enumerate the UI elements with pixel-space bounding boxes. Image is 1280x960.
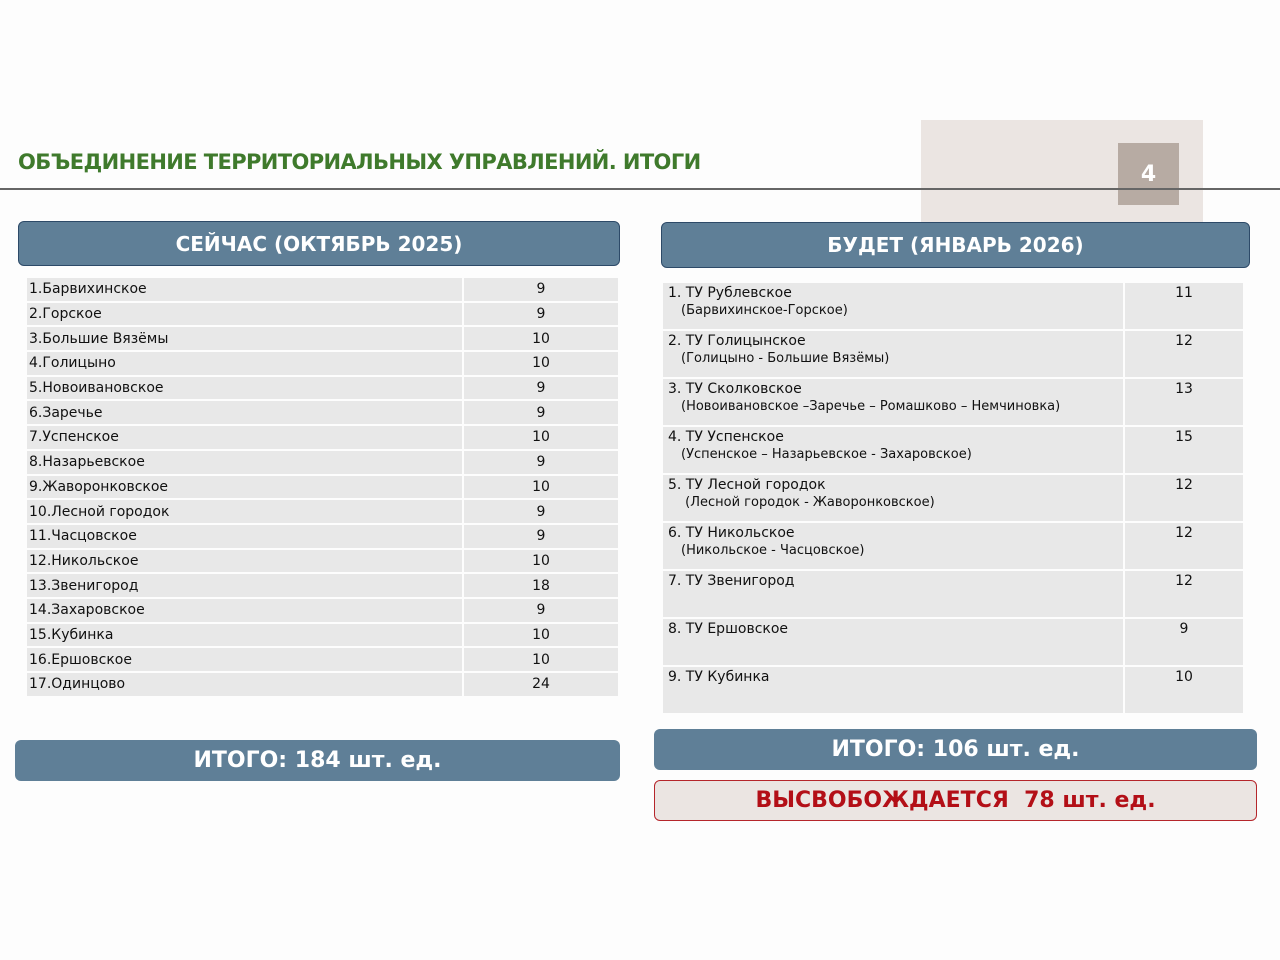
tu-name: 8. ТУ Ершовское	[668, 621, 789, 637]
tu-count: 12	[1124, 474, 1244, 522]
table-row	[26, 277, 619, 302]
territory-count: 9	[463, 302, 619, 327]
tu-name: 1. ТУ Рублевское	[668, 285, 792, 301]
table-row	[26, 326, 619, 351]
tu-cell	[662, 618, 1124, 666]
tu-count: 12	[1124, 570, 1244, 618]
territory-name: 14.Захаровское	[26, 598, 463, 623]
territory-name: 7.Успенское	[26, 425, 463, 450]
future-total: ИТОГО: 106 шт. ед.	[654, 729, 1257, 770]
territory-name: 12.Никольское	[26, 549, 463, 574]
territory-count: 10	[463, 623, 619, 648]
tu-name: 4. ТУ Успенское	[668, 429, 784, 445]
tu-cell	[662, 426, 1124, 474]
table-row	[26, 302, 619, 327]
territory-name: 9.Жаворонковское	[26, 475, 463, 500]
territory-count: 10	[463, 425, 619, 450]
table-row	[662, 570, 1244, 618]
territory-name: 10.Лесной городок	[26, 499, 463, 524]
table-row	[26, 376, 619, 401]
tu-name: 5. ТУ Лесной городок	[668, 477, 826, 493]
territory-count: 10	[463, 326, 619, 351]
tu-cell	[662, 474, 1124, 522]
tu-name: 7. ТУ Звенигород	[668, 573, 795, 589]
tu-members: (Голицыно - Большие Вязёмы)	[681, 351, 890, 366]
territory-count: 9	[463, 450, 619, 475]
territory-count: 18	[463, 573, 619, 598]
territory-name: 5.Новоивановское	[26, 376, 463, 401]
now-total: ИТОГО: 184 шт. ед.	[15, 740, 620, 781]
table-row	[662, 426, 1244, 474]
now-table	[25, 276, 620, 698]
now-heading: СЕЙЧАС (ОКТЯБРЬ 2025)	[18, 221, 620, 266]
tu-members: (Лесной городок - Жаворонковское)	[681, 495, 935, 510]
tu-count: 9	[1124, 618, 1244, 666]
territory-count: 9	[463, 376, 619, 401]
territory-count: 24	[463, 672, 619, 697]
released-banner: ВЫСВОБОЖДАЕТСЯ 78 шт. ед.	[654, 780, 1257, 821]
territory-name: 2.Горское	[26, 302, 463, 327]
table-row	[26, 351, 619, 376]
territory-name: 3.Большие Вязёмы	[26, 326, 463, 351]
future-heading: БУДЕТ (ЯНВАРЬ 2026)	[661, 222, 1250, 268]
table-row	[662, 282, 1244, 330]
territory-count: 10	[463, 647, 619, 672]
table-row	[662, 618, 1244, 666]
territory-count: 10	[463, 475, 619, 500]
tu-cell	[662, 378, 1124, 426]
tu-cell	[662, 522, 1124, 570]
tu-name: 3. ТУ Сколковское	[668, 381, 802, 397]
table-row	[662, 330, 1244, 378]
table-row	[26, 400, 619, 425]
tu-cell	[662, 330, 1124, 378]
tu-count: 15	[1124, 426, 1244, 474]
territory-name: 1.Барвихинское	[26, 277, 463, 302]
table-row	[26, 647, 619, 672]
tu-count: 10	[1124, 666, 1244, 714]
tu-name: 9. ТУ Кубинка	[668, 669, 770, 685]
tu-cell	[662, 570, 1124, 618]
territory-count: 9	[463, 598, 619, 623]
page-number: 4	[1118, 143, 1179, 205]
page-title: ОБЪЕДИНЕНИЕ ТЕРРИТОРИАЛЬНЫХ УПРАВЛЕНИЙ. ИТОГИ	[18, 150, 701, 174]
table-row	[26, 425, 619, 450]
tu-name: 6. ТУ Никольское	[668, 525, 795, 541]
tu-count: 13	[1124, 378, 1244, 426]
table-row	[26, 672, 619, 697]
territory-name: 13.Звенигород	[26, 573, 463, 598]
table-row	[26, 623, 619, 648]
tu-members: (Новоивановское –Заречье – Ромашково – Немчиновка)	[681, 399, 1061, 414]
territory-count: 10	[463, 549, 619, 574]
tu-cell	[662, 666, 1124, 714]
table-row	[662, 378, 1244, 426]
table-row	[662, 522, 1244, 570]
territory-count: 9	[463, 524, 619, 549]
tu-count: 11	[1124, 282, 1244, 330]
territory-name: 6.Заречье	[26, 400, 463, 425]
territory-count: 10	[463, 351, 619, 376]
tu-members: (Никольское - Часцовское)	[681, 543, 865, 558]
table-row	[26, 549, 619, 574]
header-divider	[0, 188, 1280, 190]
tu-count: 12	[1124, 522, 1244, 570]
table-row	[26, 475, 619, 500]
territory-name: 4.Голицыно	[26, 351, 463, 376]
future-table	[661, 281, 1245, 715]
territory-name: 8.Назарьевское	[26, 450, 463, 475]
territory-name: 15.Кубинка	[26, 623, 463, 648]
tu-count: 12	[1124, 330, 1244, 378]
table-row	[26, 499, 619, 524]
table-row	[26, 450, 619, 475]
table-row	[26, 524, 619, 549]
territory-name: 16.Ершовское	[26, 647, 463, 672]
territory-name: 11.Часцовское	[26, 524, 463, 549]
table-row	[662, 666, 1244, 714]
tu-members: (Барвихинское-Горское)	[681, 303, 848, 318]
territory-count: 9	[463, 499, 619, 524]
territory-name: 17.Одинцово	[26, 672, 463, 697]
territory-count: 9	[463, 400, 619, 425]
table-row	[26, 573, 619, 598]
tu-name: 2. ТУ Голицынское	[668, 333, 806, 349]
tu-members: (Успенское – Назарьевское - Захаровское)	[681, 447, 972, 462]
tu-cell	[662, 282, 1124, 330]
territory-count: 9	[463, 277, 619, 302]
table-row	[662, 474, 1244, 522]
table-row	[26, 598, 619, 623]
